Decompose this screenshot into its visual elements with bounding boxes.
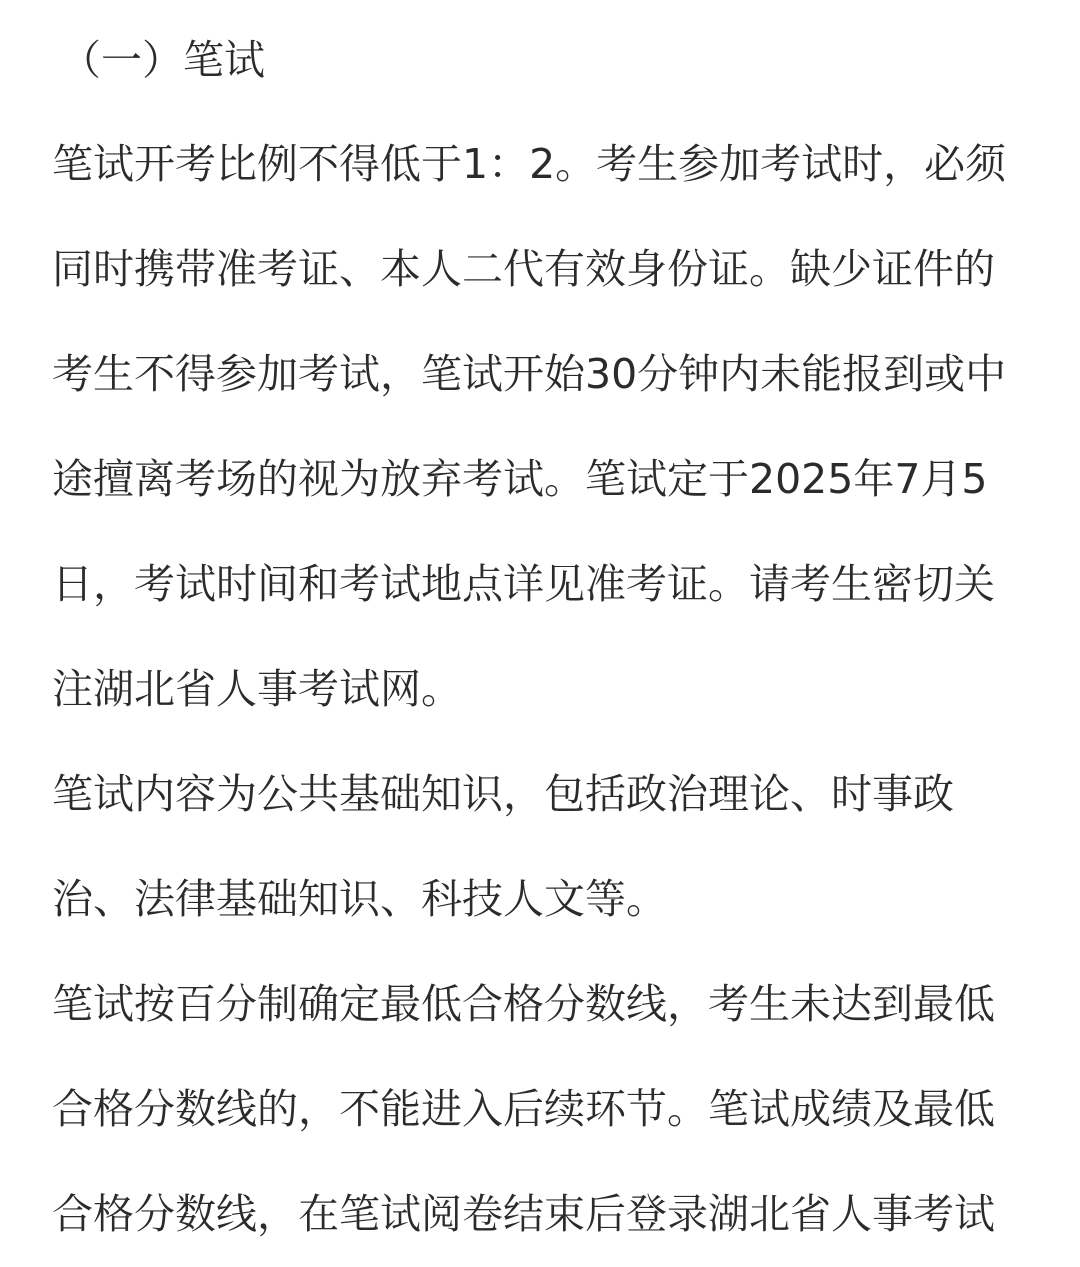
text-line: 治、法律基础知识、科技人文等。 <box>52 875 667 923</box>
paragraph-exam-content <box>52 742 954 952</box>
text-line: 考生不得参加考试，笔试开始30分钟内未能报到或中 <box>52 350 1007 398</box>
text-line: 同时携带准考证、本人二代有效身份证。缺少证件的 <box>52 245 995 293</box>
text-line: 途擅离考场的视为放弃考试。笔试定于2025年7月5 <box>52 455 988 503</box>
text-line: 笔试按百分制确定最低合格分数线，考生未达到最低 <box>52 980 995 1028</box>
text-line: 笔试内容为公共基础知识，包括政治理论、时事政 <box>52 770 954 818</box>
paragraph-exam-scoring <box>52 952 995 1267</box>
text-line: 日，考试时间和考试地点详见准考证。请考生密切关 <box>52 560 995 608</box>
section-heading: （一）笔试 <box>60 36 265 84</box>
text-line: 合格分数线，在笔试阅卷结束后登录湖北省人事考试 <box>52 1190 995 1238</box>
paragraph-exam-rules <box>52 112 1006 742</box>
text-line: 注湖北省人事考试网。 <box>52 665 462 713</box>
text-line: 合格分数线的，不能进入后续环节。笔试成绩及最低 <box>52 1085 995 1133</box>
text-line: 笔试开考比例不得低于1：2。考生参加考试时，必须 <box>52 140 1007 188</box>
